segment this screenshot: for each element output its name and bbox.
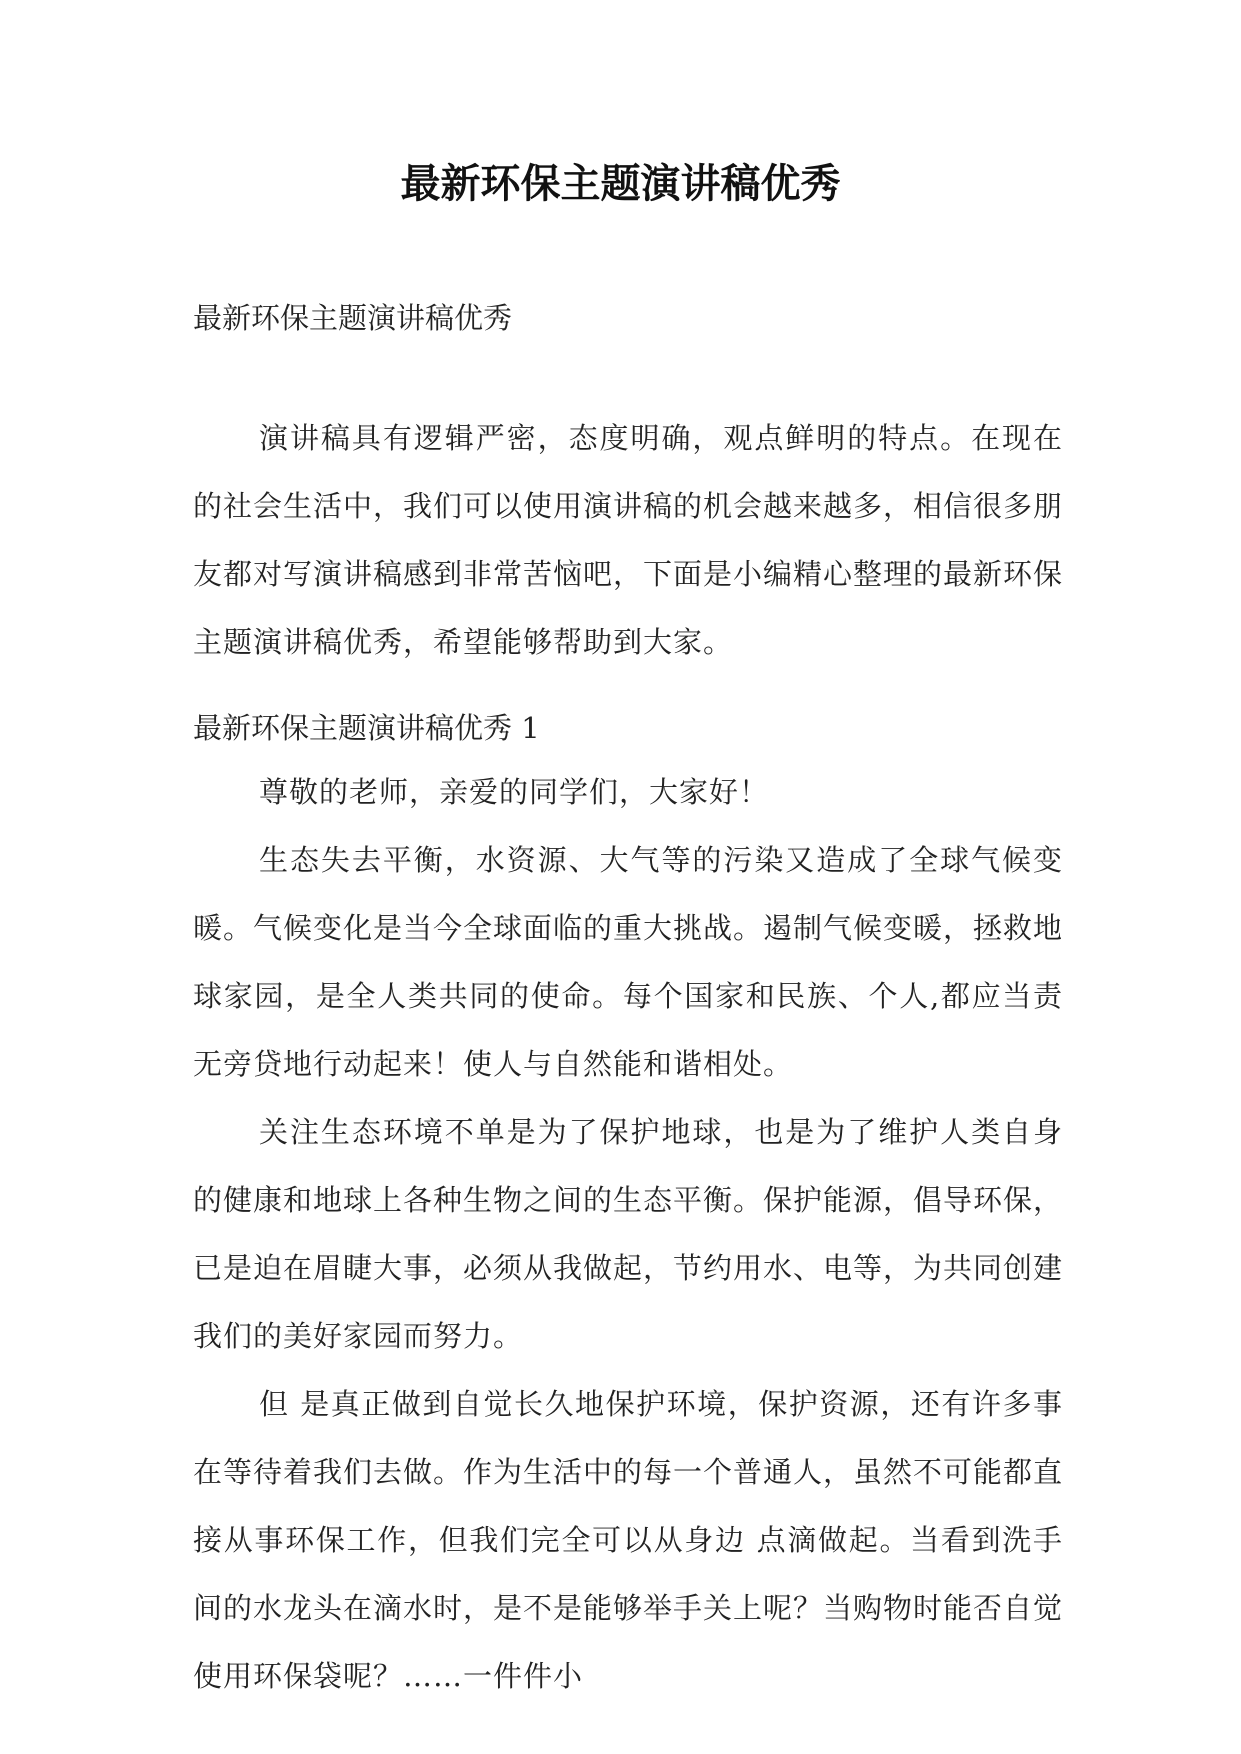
document-subtitle: 最新环保主题演讲稿优秀 [193, 301, 513, 335]
body-paragraph: 生态失去平衡，水资源、大气等的污染又造成了全球气候变暖。气候变化是当今全球面临的重大挑战。遏制气候变暖，拯救地球家园，是全人类共同的使命。每个国家和民族、个人,都应当责无旁贷地行动起来！使人与自然能和谐相处。 [193, 843, 1064, 1081]
body-paragraph: 但 是真正做到自觉长久地保护环境，保护资源，还有许多事在等待着我们去做。作为生活中的每一个普通人，虽然不可能都直接从事环保工作，但我们完全可以从身边 点滴做起。当看到洗手间的水龙头在滴水时，是不是能够举手关上呢？当购物时能否自觉使用环保袋呢？……一件件小 [193, 1387, 1064, 1693]
document-title: 最新环保主题演讲稿优秀 [400, 160, 841, 207]
body-paragraph: 关注生态环境不单是为了保护地球，也是为了维护人类自身的健康和地球上各种生物之间的生态平衡。保护能源，倡导环保，已是迫在眉睫大事，必须从我做起，节约用水、电等，为共同创建我们的美好家园而努力。 [193, 1115, 1064, 1353]
body-paragraph-greeting: 尊敬的老师，亲爱的同学们，大家好！ [259, 775, 770, 809]
intro-paragraph: 演讲稿具有逻辑严密，态度明确，观点鲜明的特点。在现在的社会生活中，我们可以使用演讲稿的机会越来越多，相信很多朋友都对写演讲稿感到非常苦恼吧，下面是小编精心整理的最新环保主题演讲稿优秀，希望能够帮助到大家。 [193, 421, 1064, 659]
section-heading: 最新环保主题演讲稿优秀 1 [193, 711, 540, 745]
